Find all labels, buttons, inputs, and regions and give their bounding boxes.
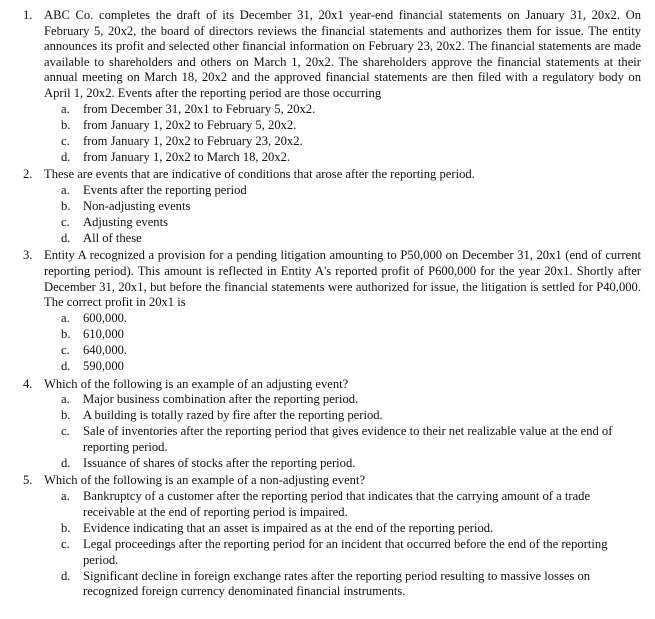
choice-text: Bankruptcy of a customer after the reporting period that indicates that the carrying amount of a trade receivable at the end of reporting period is impaired. bbox=[83, 488, 591, 519]
choice-d bbox=[61, 569, 641, 600]
question-stem: These are events that are indicative of conditions that arose after the reporting period. bbox=[44, 167, 475, 182]
choice-a bbox=[61, 311, 641, 327]
choice-d bbox=[61, 150, 641, 166]
question-3 bbox=[23, 248, 641, 375]
choice-a bbox=[61, 392, 641, 408]
choice-text: from January 1, 20x2 to February 23, 20x2. bbox=[83, 133, 303, 148]
choice-letter: b. bbox=[61, 520, 71, 535]
choice-list bbox=[44, 183, 641, 247]
choice-d bbox=[61, 231, 641, 247]
question-stem: Which of the following is an example of an adjusting event? bbox=[44, 376, 349, 391]
choice-text: from December 31, 20x1 to February 5, 20x2. bbox=[83, 101, 316, 116]
question-list bbox=[23, 8, 641, 600]
choice-letter: c. bbox=[61, 536, 70, 551]
question-4 bbox=[23, 376, 641, 472]
choice-text: Sale of inventories after the reporting period that gives evidence to their net realizable value at the end of reporting period. bbox=[83, 424, 613, 455]
choice-letter: d. bbox=[61, 456, 71, 471]
choice-list bbox=[44, 489, 641, 600]
choice-text: Issuance of shares of stocks after the reporting period. bbox=[83, 456, 356, 471]
choice-text: Events after the reporting period bbox=[83, 182, 247, 197]
choice-text: 610,000 bbox=[83, 327, 124, 342]
choice-letter: b. bbox=[61, 117, 71, 132]
choice-c bbox=[61, 343, 641, 359]
question-stem: Entity A recognized a provision for a pending litigation amounting to P50,000 on December 31, 20x1 (end of current reporting period). This amount is reflected in Entity A's reported profit of P600,000 for the year 20x1. Shortly after December 31, 20x1, but before the financial statements were authorized for issue, the litigation is settled for P40,000. The correct profit in 20x1 is bbox=[44, 248, 641, 310]
question-number: 5. bbox=[23, 473, 33, 488]
choice-text: 590,000 bbox=[83, 359, 124, 374]
question-stem: Which of the following is an example of a non-adjusting event? bbox=[44, 473, 366, 488]
choice-text: 600,000. bbox=[83, 310, 128, 325]
question-1 bbox=[23, 8, 641, 166]
choice-b bbox=[61, 118, 641, 134]
choice-text: All of these bbox=[83, 231, 142, 246]
choice-letter: a. bbox=[61, 310, 70, 325]
choice-b bbox=[61, 521, 641, 537]
question-2 bbox=[23, 167, 641, 247]
choice-b bbox=[61, 327, 641, 343]
choice-text: from January 1, 20x2 to March 18, 20x2. bbox=[83, 150, 291, 165]
question-5 bbox=[23, 473, 641, 600]
choice-letter: d. bbox=[61, 568, 71, 583]
choice-letter: c. bbox=[61, 215, 70, 230]
question-number: 2. bbox=[23, 167, 33, 182]
choice-letter: d. bbox=[61, 150, 71, 165]
choice-c bbox=[61, 537, 641, 568]
choice-a bbox=[61, 183, 641, 199]
choice-c bbox=[61, 134, 641, 150]
choice-text: Non-adjusting events bbox=[83, 199, 191, 213]
question-number: 4. bbox=[23, 376, 33, 391]
choice-d bbox=[61, 456, 641, 472]
choice-b bbox=[61, 408, 641, 424]
choice-text: A building is totally razed by fire after the reporting period. bbox=[83, 408, 383, 423]
choice-c bbox=[61, 424, 641, 455]
choice-letter: a. bbox=[61, 182, 70, 197]
choice-letter: a. bbox=[61, 101, 70, 116]
choice-list bbox=[44, 392, 641, 472]
choice-d bbox=[61, 359, 641, 375]
question-number: 3. bbox=[23, 248, 33, 263]
choice-letter: c. bbox=[61, 133, 70, 148]
question-stem: ABC Co. completes the draft of its December 31, 20x1 year-end financial statements on January 31, 20x2. On February 5, 20x2, the board of directors reviews the financial statements and authorizes them for issue. The entity announces its profit and selected other financial information on February 23, 20x2. The financial statements are made available to shareholders and others on March 1, 20x2. The shareholders approve the financial statements at their annual meeting on March 18, 20x2 and the approved financial statements are then filed with a regulatory body on April 1, 20x2. Events after the reporting period are those occurring bbox=[44, 8, 641, 100]
choice-letter: d. bbox=[61, 359, 71, 374]
choice-text: Significant decline in foreign exchange rates after the reporting period resulting to massive losses on recognized foreign currency denominated financial instruments. bbox=[83, 568, 591, 599]
choice-list bbox=[44, 311, 641, 375]
choice-letter: b. bbox=[61, 199, 71, 213]
choice-letter: b. bbox=[61, 327, 71, 342]
choice-letter: b. bbox=[61, 408, 71, 423]
choice-letter: c. bbox=[61, 343, 70, 358]
choice-letter: c. bbox=[61, 424, 70, 439]
choice-text: from January 1, 20x2 to February 5, 20x2. bbox=[83, 117, 297, 132]
question-number: 1. bbox=[23, 8, 33, 22]
choice-text: 640,000. bbox=[83, 343, 128, 358]
choice-a bbox=[61, 102, 641, 118]
choice-text: Legal proceedings after the reporting period for an incident that occurred before the end of the reporting period. bbox=[83, 536, 608, 567]
choice-c bbox=[61, 215, 641, 231]
choice-letter: d. bbox=[61, 231, 71, 246]
choice-text: Adjusting events bbox=[83, 215, 169, 230]
choice-letter: a. bbox=[61, 488, 70, 503]
choice-text: Major business combination after the reporting period. bbox=[83, 392, 359, 407]
choice-b bbox=[61, 199, 641, 215]
choice-a bbox=[61, 489, 641, 520]
choice-text: Evidence indicating that an asset is impaired as at the end of the reporting period. bbox=[83, 520, 494, 535]
choice-list bbox=[44, 102, 641, 166]
choice-letter: a. bbox=[61, 392, 70, 407]
